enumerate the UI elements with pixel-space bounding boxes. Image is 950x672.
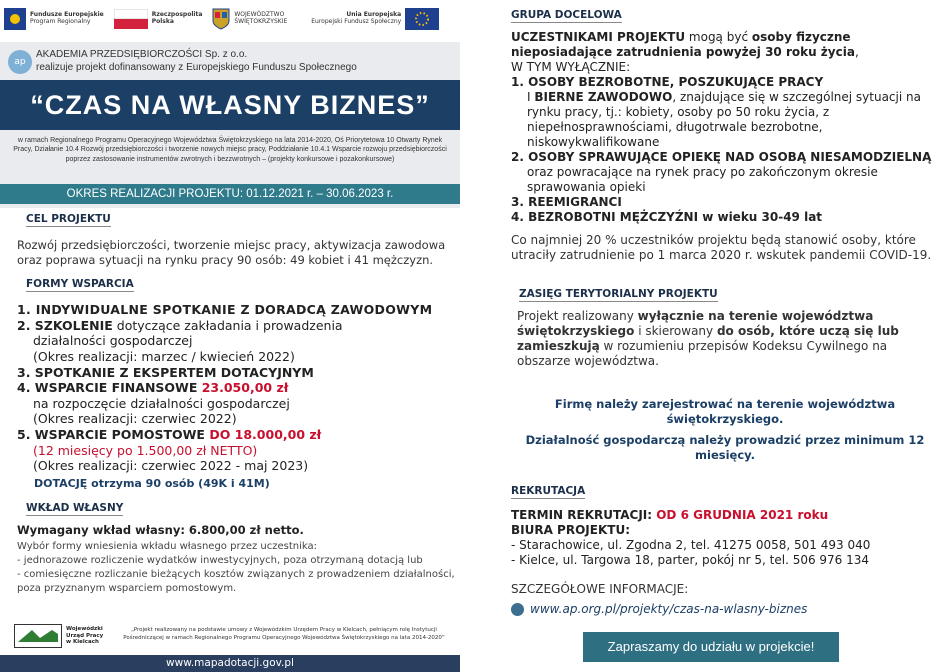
wup-line-3: w Kielcach <box>66 639 99 646</box>
ue-sub: Europejski Fundusz Społeczny <box>311 18 402 25</box>
page-title: “CZAS NA WŁASNY BIZNES” <box>0 80 460 130</box>
wklad-line-1: Wybór formy wniesienia wkładu własnego przez uczestnika: <box>17 541 317 552</box>
wup-logo <box>14 624 103 648</box>
biuro-starachowice: - Starachowice, ul. Zgodna 2, tel. 41275 0058, 501 493 040 <box>511 538 871 552</box>
zasieg-t5: w rozumieniu przepisów Kodeksu Cywilnego na obszarze województwa. <box>517 339 888 368</box>
form-item-4-amount: 23.050,00 zł <box>201 380 289 396</box>
zasieg-t1: Projekt realizowany <box>517 309 638 323</box>
wup-line-1: Wojewódzki <box>66 626 103 633</box>
info-link[interactable] <box>511 602 807 616</box>
form-item-2-period: (Okres realizacji: marzec / kwiecień 2022) <box>33 348 295 364</box>
eu-flag-icon <box>405 8 439 30</box>
org-name: AKADEMIA PRZEDSIĘBIORCZOŚCI Sp. z o.o. <box>36 49 248 60</box>
ue-name: Unia Europejska <box>346 11 402 19</box>
project-period: OKRES REALIZACJI PROJEKTU: 01.12.2021 r. – 30.06.2023 r. <box>0 184 460 204</box>
form-item-4-period: (Okres realizacji: czerwiec 2022) <box>33 411 237 427</box>
grupa-item-2-detail: oraz powracające na rynek pracy po zakończonym okresie sprawowania opieki <box>527 165 878 194</box>
grupa-item-1: 1. OSOBY BEZROBOTNE, POSZUKUJĄCE PRACY <box>511 75 824 89</box>
grupa-item-1-text: , znajdujące się w szczególnej sytuacji na rynku pracy, tj.: kobiety, osoby po 50 roku życia, z niepełnosprawnościami, długotrwale bezrobotne, niskowykwalifikowane <box>527 90 921 149</box>
grupa-item-1-detail <box>511 90 941 150</box>
ws-logo <box>212 8 287 30</box>
grupa-item-1-bold: BIERNE ZAWODOWO <box>534 90 673 104</box>
cta-banner: Zapraszamy do udziału w projekcie! <box>583 632 839 662</box>
wklad-content <box>17 523 457 596</box>
rekrutacja-heading: REKRUTACJA <box>511 485 586 497</box>
ue-logo <box>311 8 439 30</box>
fe-sub: Program Regionalny <box>30 18 91 25</box>
footer-url[interactable]: www.mapadotacji.gov.pl <box>0 655 460 672</box>
wklad-heading: WKŁAD WŁASNY <box>26 502 124 514</box>
rekrutacja-content <box>511 508 941 568</box>
rp-name: Rzeczpospolita <box>151 11 203 19</box>
zasieg-t4: do osób, które uczą się lub zamieszkują <box>517 324 899 353</box>
grupa-intro-3: osoby fizyczne nieposiadające zatrudnienia powyżej 30 roku życia <box>511 30 855 59</box>
form-item-1: 1. INDYWIDUALNE SPOTKANIE Z DORADCĄ ZAWODOWYM <box>17 302 433 317</box>
rp-logo <box>114 9 203 29</box>
biura-label: BIURA PROJEKTU: <box>511 523 630 537</box>
zasieg-heading: ZASIĘG TERYTORIALNY PROJEKTU <box>519 288 718 300</box>
zasieg-t2: wyłącznie na terenie województwa świętokrzyskiego <box>517 309 874 338</box>
fe-name: Fundusze Europejskie <box>30 11 104 19</box>
form-item-5-title: 5. WSPARCIE POMOSTOWE <box>17 427 210 442</box>
cel-text: Rozwój przedsiębiorczości, tworzenie miejsc pracy, aktywizacja zawodowa oraz poprawa sytuacji na rynku pracy 90 osób: 49 kobiet i 41 mężczyzn. <box>17 238 446 267</box>
grupa-intro-2: mogą być <box>685 30 752 44</box>
form-item-2-title: 2. SZKOLENIE <box>17 317 113 333</box>
pl-flag-icon <box>114 9 148 29</box>
form-item-5-amount: DO 18.000,00 zł <box>209 427 322 442</box>
logo-bar <box>0 0 465 38</box>
form-item-4 <box>17 380 457 396</box>
form-item-2-text: dotyczące zakładania i prowadzenia <box>112 317 343 333</box>
grupa-item-4: 4. BEZROBOTNI MĘŻCZYŹNI w wieku 30-49 lat <box>511 210 823 224</box>
termin-date: OD 6 GRUDNIA 2021 roku <box>656 508 829 522</box>
zasieg-note-2: Działalność gospodarczą należy prowadzić przez minimum 12 miesięcy. <box>525 433 925 462</box>
wup-text <box>66 626 103 646</box>
biuro-kielce: - Kielce, ul. Targowa 18, parter, pokój nr 5, tel. 506 976 134 <box>511 553 870 567</box>
form-item-3: 3. SPOTKANIE Z EKSPERTEM DOTACYJNYM <box>17 364 314 380</box>
grupa-heading: GRUPA DOCELOWA <box>511 9 622 21</box>
termin-label: TERMIN REKRUTACJI: <box>511 508 657 522</box>
form-item-5-period: (Okres realizacji: czerwiec 2022 - maj 2023) <box>33 458 309 474</box>
ws-name: WOJEWÓDZTWO <box>234 11 285 19</box>
wklad-line-2: - jednorazowe rozliczenie wydatków inwestycyjnych, poza otrzymaną dotacją lub <box>17 555 423 566</box>
zasieg-note-1: Firmę należy zarejestrować na terenie województwa świętokrzyskiego. <box>554 397 896 426</box>
grupa-note: Co najmniej 20 % uczestników projektu będą stanowić osoby, które utraciły zatrudnienie po 1 marca 2020 r. wskutek pandemii COVID-19. <box>511 233 932 262</box>
fundusze-logo <box>4 8 104 30</box>
wklad-required: Wymagany wkład własny: 6.800,00 zł netto. <box>17 523 304 537</box>
grupa-content <box>511 30 941 263</box>
footer-note: „Projekt realizowany na podstawie umowy z Wojewódzkim Urzędem Pracy w Kielcach, pełniącym rolę Instytucji Pośredniczącej w ramach Regionalnego Programu Operacyjnego Województwa Świętokrzyskiego na lata 2014-2020” <box>123 627 445 641</box>
grupa-item-2: 2. OSOBY SPRAWUJĄCE OPIEKĘ NAD OSOBĄ NIESAMODZIELNĄ <box>511 150 932 164</box>
form-item-5 <box>17 427 457 443</box>
formy-heading: FORMY WSPARCIA <box>26 278 134 290</box>
dotacje-note: DOTACJĘ otrzyma 90 osób (49K i 41M) <box>34 477 270 490</box>
zasieg-t3: i skierowany <box>634 324 717 338</box>
form-item-4-title: 4. WSPARCIE FINANSOWE <box>17 380 202 396</box>
wup-arrow-icon <box>14 624 62 648</box>
grupa-intro-comma: , <box>854 45 859 59</box>
org-desc: realizuje projekt dofinansowany z Europejskiego Funduszu Społecznego <box>36 62 357 73</box>
rekrutacja-termin <box>511 508 941 523</box>
globe-icon <box>511 603 524 616</box>
form-item-4-text: na rozpoczęcie działalności gospodarczej <box>33 395 290 411</box>
form-item-2 <box>17 318 457 334</box>
wup-line-2: Urząd Pracy <box>66 632 104 639</box>
ap-logo-icon: ap <box>8 50 32 74</box>
info-label: SZCZEGÓŁOWE INFORMACJE: <box>511 582 689 596</box>
form-item-5-detail: (12 miesięcy po 1.500,00 zł NETTO) <box>33 442 258 458</box>
grupa-only: W TYM WYŁĄCZNIE: <box>511 60 631 74</box>
zasieg-text <box>517 309 937 369</box>
wklad-line-3: - comiesięczne rozliczanie bieżących kosztów związanych z prowadzeniem działalności, poza przyznanym wsparciem pomostowym. <box>17 569 455 594</box>
grupa-item-3: 3. REEMIGRANCI <box>511 195 622 209</box>
fe-star-icon <box>4 8 26 30</box>
formy-list <box>17 302 457 474</box>
coat-of-arms-icon <box>212 8 230 30</box>
grupa-intro-1: UCZESTNIKAMI PROJEKTU <box>511 30 686 44</box>
rp-sub: Polska <box>151 18 174 25</box>
form-item-2-cont: działalności gospodarczej <box>33 333 193 349</box>
cel-heading: CEL PROJEKTU <box>26 213 111 225</box>
ws-sub: ŚWIĘTOKRZYSKIE <box>234 18 288 25</box>
info-url[interactable]: www.ap.org.pl/projekty/czas-na-wlasny-biznes <box>530 602 808 616</box>
organizer <box>36 48 456 74</box>
grupa-intro <box>511 30 941 60</box>
program-description: w ramach Regionalnego Programu Operacyjnego Województwa Świętokrzyskiego na lata 2014-2020, Oś Priorytetowa 10 Otwarty Rynek Pracy, Działanie 10.4 Rozwój przedsiębiorczości i tworzenie nowych miejsc pracy, Poddziałanie 10.4.1 Wsparcie rozwoju przedsiębiorczości poprzez zastosowanie instrumentów zwrotnych i bezzwrotnych – (projekty konkursowe i pozakonkursowe) <box>13 137 447 163</box>
grupa-item-1-i: I <box>527 90 535 104</box>
